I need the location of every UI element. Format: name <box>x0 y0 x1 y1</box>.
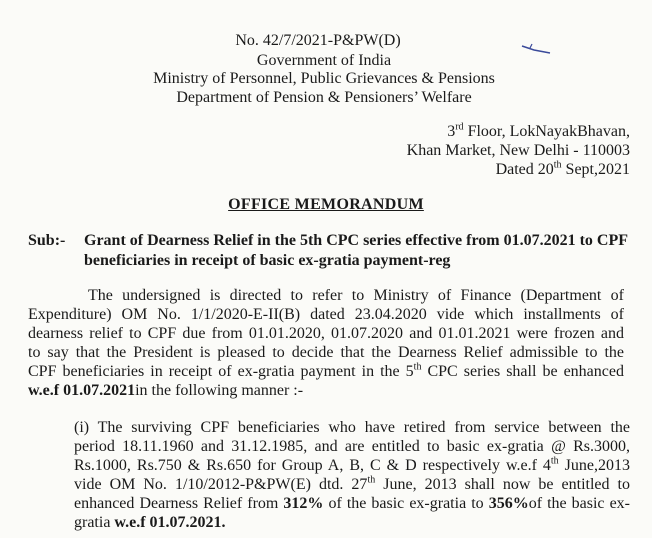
para-line-4: to say that the President is pleased to decide that the Dearness Relief admissible to the <box>28 344 624 361</box>
subject-label: Sub:- <box>28 232 66 249</box>
list-item-i <box>74 418 630 532</box>
item-line-6: gratia w.e.f 01.07.2021. <box>74 514 226 531</box>
date-line: Dated 20th Sept,2021 <box>495 159 630 178</box>
para-line-2: Expenditure) OM No. 1/1/2020-E-II(B) dated 23.04.2020 vide which installments of <box>28 306 624 323</box>
memo-title: OFFICE MEMORANDUM <box>228 196 424 213</box>
item-line-1: (i) The surviving CPF beneficiaries who have retired from service between the <box>74 419 630 436</box>
item-line-4: vide OM No. 1/10/2012-P&PW(E) dtd. 27th June, 2013 shall now be entitled to <box>74 474 630 493</box>
address-floor: 3rd Floor, LokNayakBhavan, <box>447 121 630 140</box>
pen-mark-icon <box>520 42 560 56</box>
para-line-3: dearness relief to CPF due from 01.01.2020, 01.07.2020 and 01.01.2021 were frozen and <box>28 325 624 342</box>
item-line-3: Rs.1000, Rs.750 & Rs.650 for Group A, B, C & D respectively w.e.f 4th June,2013 <box>74 455 631 474</box>
para-line-6: w.e.f 01.07.2021in the following manner :- <box>28 382 304 399</box>
subject-line-2: beneficiaries in receipt of basic ex-gratia payment-reg <box>84 252 451 269</box>
ministry-line: Ministry of Personnel, Public Grievances & Pensions <box>153 70 495 87</box>
department-line: Department of Pension & Pensioners’ Welfare <box>176 89 472 106</box>
para-line-1: The undersigned is directed to refer to Ministry of Finance (Department of <box>88 287 624 304</box>
subject-line-1: Grant of Dearness Relief in the 5th CPC series effective from 01.07.2021 to CPF <box>84 232 629 249</box>
address-city: Khan Market, New Delhi - 110003 <box>406 142 630 159</box>
document-number: No. 42/7/2021-P&PW(D) <box>235 32 401 49</box>
government-line: Government of India <box>256 52 392 69</box>
item-line-2: period 18.11.1960 and 31.12.1985, and are entitled to basic ex-gratia @ Rs.3000, <box>74 438 630 455</box>
para-line-5: CPF beneficiaries in receipt of ex-gratia payment in the 5th CPC series shall be enhanced <box>28 361 624 380</box>
body-paragraph <box>28 286 624 400</box>
item-line-5: enhanced Dearness Relief from 312% of the basic ex-gratia to 356%of the basic ex- <box>74 495 631 512</box>
